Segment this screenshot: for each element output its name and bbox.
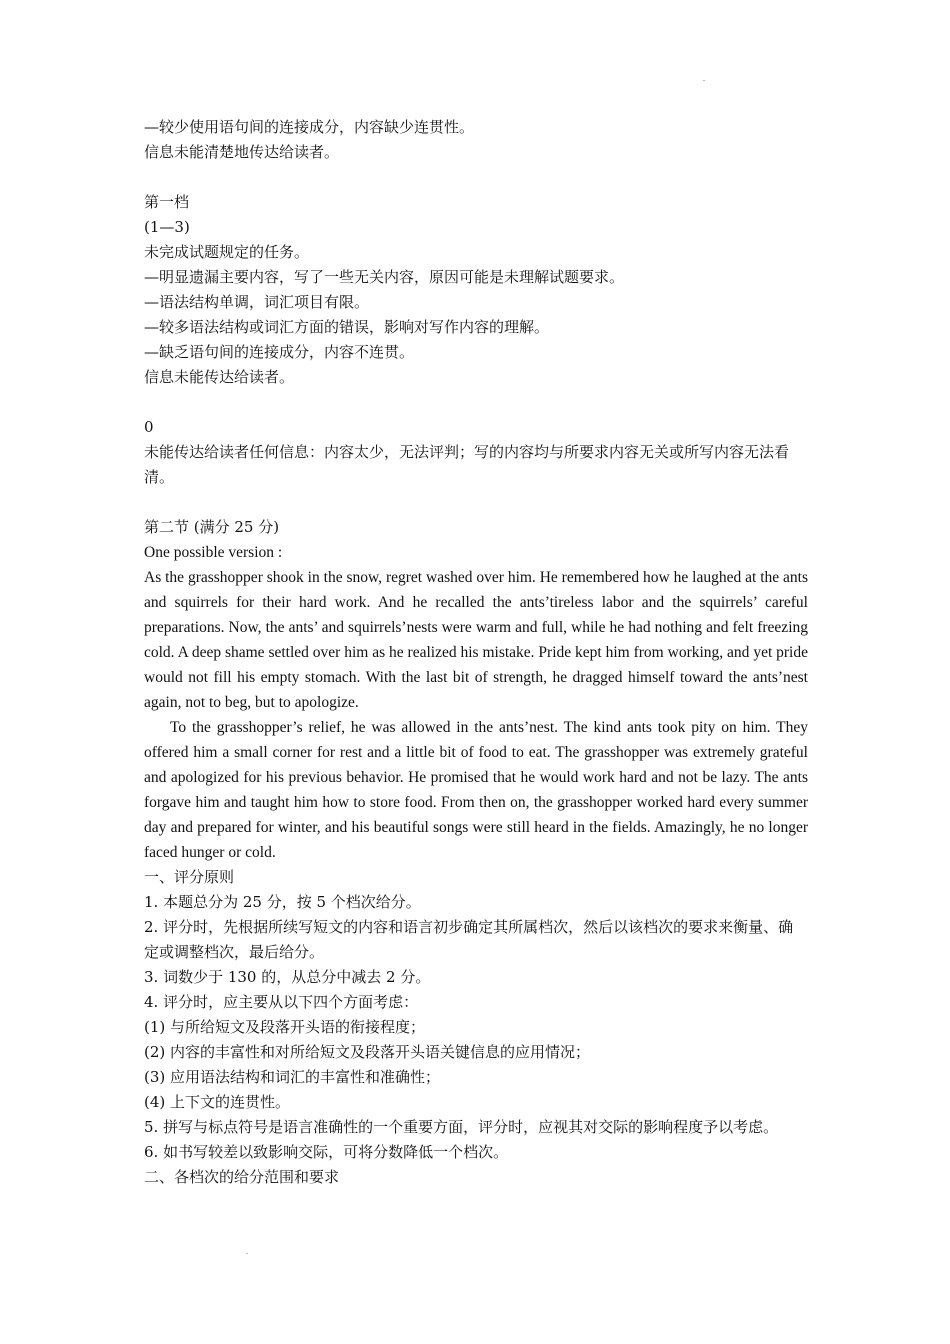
ranges-heading: 二、各档次的给分范围和要求 (144, 1168, 340, 1186)
principle-subitem: (3) 应用语法结构和词汇的丰富性和准确性； (144, 1068, 441, 1086)
criterion-line: 信息未能传达给读者。 (144, 368, 295, 386)
tier0-score: 0 (144, 418, 154, 436)
model-paragraph-2: To the grasshopper’s relief, he was allowed in the ants’nest. The kind ants took pity on him. They offered him a small corner for rest and a little bit of food to eat. The grasshopper was extremely grateful and apologized for his previous behavior. He promised that he would work hard and not be lazy. The ants forgave him and taught him how to store food. From then on, the grasshopper worked hard every summer day and prepared for winter, and his beautiful songs were still heard in the fields. Amazingly, he no longer faced hunger or cold. (144, 719, 808, 861)
criterion-line: —语法结构单调，词汇项目有限。 (144, 293, 370, 311)
criterion-line: —较少使用语句间的连接成分，内容缺少连贯性。 (144, 118, 475, 136)
tier1-range: (1—3) (144, 218, 190, 236)
scoring-principles-title: 一、评分原则 (144, 868, 235, 886)
version-label: One possible version : (144, 544, 283, 561)
criterion-line: —较多语法结构或词汇方面的错误，影响对写作内容的理解。 (144, 318, 550, 336)
scan-speck (703, 80, 705, 81)
criterion-line: 信息未能清楚地传达给读者。 (144, 143, 340, 161)
principle-item: 1. 本题总分为 25 分，按 5 个档次给分。 (144, 893, 421, 911)
principle-item: 6. 如书写较差以致影响交际，可将分数降低一个档次。 (144, 1143, 509, 1161)
scan-speck (246, 1253, 248, 1254)
document-page (144, 115, 808, 1190)
principle-item: 2. 评分时，先根据所续写短文的内容和语言初步确定其所属档次，然后以该档次的要求来衡量、确定或调整档次，最后给分。 (144, 918, 794, 961)
principle-item: 5. 拼写与标点符号是语言准确性的一个重要方面，评分时，应视其对交际的影响程度予以考虑。 (144, 1118, 779, 1136)
principle-subitem: (2) 内容的丰富性和对所给短文及段落开头语关键信息的应用情况； (144, 1043, 591, 1061)
criterion-line: —缺乏语句间的连接成分，内容不连贯。 (144, 343, 415, 361)
criterion-line: 未完成试题规定的任务。 (144, 243, 310, 261)
criterion-line: —明显遗漏主要内容，写了一些无关内容，原因可能是未理解试题要求。 (144, 268, 625, 286)
principle-item: 3. 词数少于 130 的，从总分中减去 2 分。 (144, 968, 431, 986)
principle-subitem: (4) 上下文的连贯性。 (144, 1093, 291, 1111)
section2-title: 第二节 (满分 25 分) (144, 518, 280, 536)
model-paragraph-1: As the grasshopper shook in the snow, regret washed over him. He remembered how he laughed at the ants and squirrels for their hard work. And he recalled the ants’tireless labor and the squirrels’ careful preparations. Now, the ants’ and squirrels’nests were warm and full, while he had nothing and felt freezing cold. A deep shame settled over him as he realized his mistake. Pride kept him from working, and yet pride would not fill his empty stomach. With the last bit of strength, he dragged himself toward the ants’nest again, not to beg, but to apologize. (144, 569, 808, 711)
principle-subitem: (1) 与所给短文及段落开头语的衔接程度； (144, 1018, 426, 1036)
tier0-description: 未能传达给读者任何信息：内容太少，无法评判；写的内容均与所要求内容无关或所写内容无法看清。 (144, 443, 790, 486)
principle-item: 4. 评分时，应主要从以下四个方面考虑： (144, 993, 419, 1011)
tier1-title: 第一档 (144, 193, 190, 211)
